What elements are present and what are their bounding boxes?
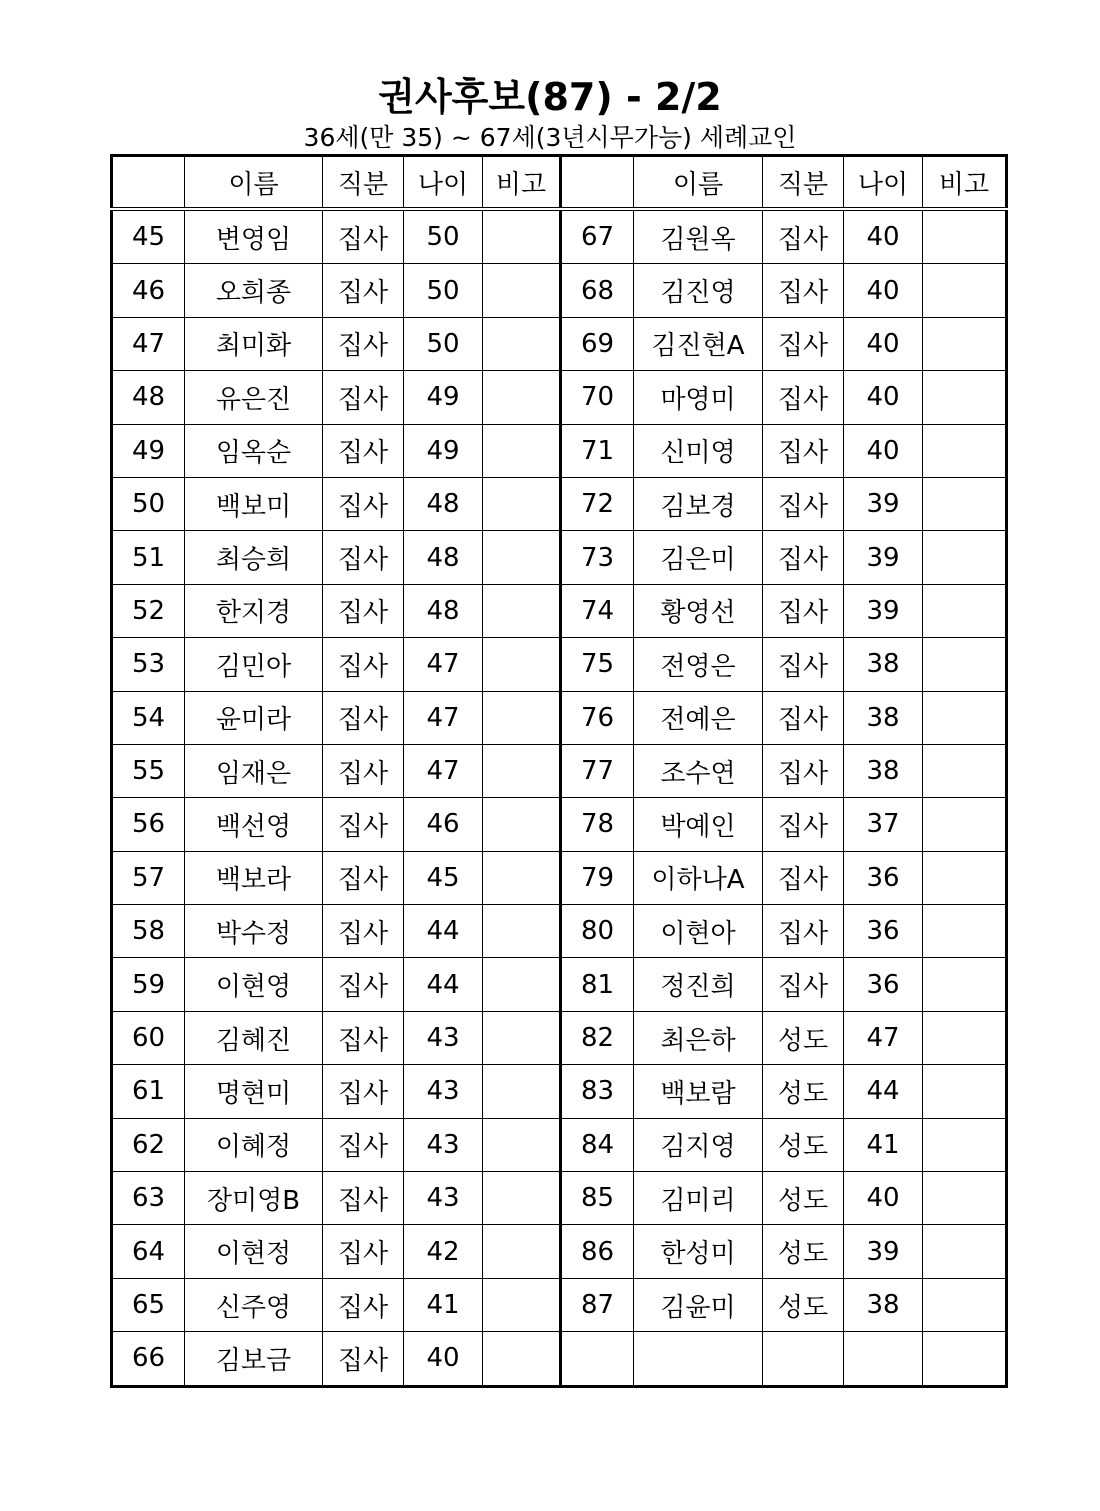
page-subtitle: 36세(만 35) ~ 67세(3년시무가능) 세례교인 (303, 123, 797, 152)
cell-note (923, 1065, 1007, 1118)
cell-no: 60 (112, 1011, 185, 1064)
cell-position: 집사 (323, 905, 404, 958)
cell-position: 성도 (763, 1118, 844, 1171)
cell-no: 56 (112, 798, 185, 851)
cell-no: 83 (561, 1065, 634, 1118)
cell-note (923, 1172, 1007, 1225)
cell-no: 62 (112, 1118, 185, 1171)
cell-note (483, 1332, 561, 1386)
cell-note (483, 1011, 561, 1064)
table-row (112, 1278, 1007, 1331)
cell-note (483, 744, 561, 797)
cell-age: 49 (404, 424, 483, 477)
cell-no: 74 (561, 584, 634, 637)
cell-age: 47 (404, 744, 483, 797)
cell-position: 집사 (323, 209, 404, 264)
cell-position: 집사 (763, 424, 844, 477)
cell-position: 집사 (323, 317, 404, 370)
cell-position: 집사 (323, 744, 404, 797)
header-age: 나이 (404, 156, 483, 210)
cell-no: 71 (561, 424, 634, 477)
table-row (112, 1332, 1007, 1386)
cell-position: 성도 (763, 1065, 844, 1118)
cell-name: 백보라 (185, 851, 323, 904)
cell-note (483, 905, 561, 958)
cell-age: 44 (404, 958, 483, 1011)
cell-age: 39 (844, 584, 923, 637)
cell-note (923, 264, 1007, 317)
cell-name: 정진희 (634, 958, 763, 1011)
table-row (112, 1011, 1007, 1064)
cell-position: 성도 (763, 1225, 844, 1278)
cell-name: 윤미라 (185, 691, 323, 744)
cell-position: 집사 (763, 317, 844, 370)
cell-name: 김미리 (634, 1172, 763, 1225)
cell-note (923, 477, 1007, 530)
header-age: 나이 (844, 156, 923, 210)
cell-no: 52 (112, 584, 185, 637)
cell-note (923, 638, 1007, 691)
cell-age: 47 (404, 638, 483, 691)
cell-note (483, 1172, 561, 1225)
cell-age: 40 (404, 1332, 483, 1386)
table-row (112, 851, 1007, 904)
cell-no: 79 (561, 851, 634, 904)
cell-age: 43 (404, 1118, 483, 1171)
cell-note (923, 584, 1007, 637)
cell-position: 집사 (763, 209, 844, 264)
cell-position: 집사 (763, 798, 844, 851)
cell-age: 39 (844, 531, 923, 584)
cell-note (483, 1225, 561, 1278)
cell-name: 유은진 (185, 371, 323, 424)
cell-position: 집사 (763, 584, 844, 637)
cell-no: 78 (561, 798, 634, 851)
cell-name: 전영은 (634, 638, 763, 691)
cell-name: 이혜정 (185, 1118, 323, 1171)
cell-age: 36 (844, 958, 923, 1011)
cell-no: 76 (561, 691, 634, 744)
cell-position: 집사 (323, 371, 404, 424)
cell-no: 82 (561, 1011, 634, 1064)
cell-no: 58 (112, 905, 185, 958)
cell-note (483, 691, 561, 744)
cell-position: 집사 (763, 531, 844, 584)
cell-no: 77 (561, 744, 634, 797)
cell-position: 집사 (323, 1065, 404, 1118)
table-body (112, 209, 1007, 1386)
cell-age: 39 (844, 1225, 923, 1278)
header-name: 이름 (634, 156, 763, 210)
cell-position: 집사 (323, 1172, 404, 1225)
cell-name: 변영임 (185, 209, 323, 264)
cell-position: 집사 (763, 851, 844, 904)
cell-age: 39 (844, 477, 923, 530)
cell-age: 49 (404, 371, 483, 424)
cell-position: 성도 (763, 1278, 844, 1331)
cell-position: 집사 (763, 371, 844, 424)
cell-age: 44 (844, 1065, 923, 1118)
cell-no: 65 (112, 1278, 185, 1331)
cell-position: 집사 (323, 691, 404, 744)
cell-name: 황영선 (634, 584, 763, 637)
cell-name: 최승희 (185, 531, 323, 584)
cell-age: 41 (404, 1278, 483, 1331)
cell-position: 집사 (323, 798, 404, 851)
table-row (112, 264, 1007, 317)
cell-position: 집사 (323, 1118, 404, 1171)
cell-position: 집사 (323, 1011, 404, 1064)
cell-age: 40 (844, 264, 923, 317)
cell-note (923, 851, 1007, 904)
cell-note (923, 744, 1007, 797)
header-no (112, 156, 185, 210)
cell-note (923, 317, 1007, 370)
cell-note (483, 851, 561, 904)
cell-age: 37 (844, 798, 923, 851)
cell-position (763, 1332, 844, 1386)
cell-age: 38 (844, 691, 923, 744)
cell-note (483, 209, 561, 264)
cell-position: 집사 (323, 264, 404, 317)
cell-position: 집사 (323, 851, 404, 904)
cell-note (483, 958, 561, 1011)
cell-note (923, 691, 1007, 744)
cell-name: 김민아 (185, 638, 323, 691)
cell-name: 마영미 (634, 371, 763, 424)
cell-note (923, 958, 1007, 1011)
cell-name: 이현정 (185, 1225, 323, 1278)
cell-position: 집사 (323, 584, 404, 637)
cell-age: 47 (844, 1011, 923, 1064)
cell-position: 집사 (763, 264, 844, 317)
cell-age: 48 (404, 477, 483, 530)
cell-position: 집사 (323, 1225, 404, 1278)
cell-position: 집사 (763, 905, 844, 958)
cell-name: 김진현A (634, 317, 763, 370)
cell-note (483, 264, 561, 317)
cell-name (634, 1332, 763, 1386)
cell-no: 51 (112, 531, 185, 584)
table-header-row (112, 156, 1007, 210)
cell-no: 45 (112, 209, 185, 264)
cell-note (923, 531, 1007, 584)
cell-name: 신미영 (634, 424, 763, 477)
candidate-table (110, 154, 1008, 1388)
cell-name: 김진영 (634, 264, 763, 317)
cell-note (483, 371, 561, 424)
cell-note (483, 584, 561, 637)
cell-name: 김윤미 (634, 1278, 763, 1331)
cell-age: 46 (404, 798, 483, 851)
cell-age: 38 (844, 638, 923, 691)
cell-name: 장미영B (185, 1172, 323, 1225)
cell-position: 집사 (763, 691, 844, 744)
cell-note (923, 1011, 1007, 1064)
cell-position: 집사 (323, 638, 404, 691)
cell-position: 집사 (323, 531, 404, 584)
cell-position: 성도 (763, 1011, 844, 1064)
cell-age: 38 (844, 1278, 923, 1331)
cell-age: 45 (404, 851, 483, 904)
cell-note (483, 798, 561, 851)
cell-name: 김보금 (185, 1332, 323, 1386)
cell-no: 55 (112, 744, 185, 797)
cell-no: 57 (112, 851, 185, 904)
cell-no: 50 (112, 477, 185, 530)
cell-no: 80 (561, 905, 634, 958)
cell-name: 박예인 (634, 798, 763, 851)
cell-note (923, 371, 1007, 424)
table-row (112, 584, 1007, 637)
cell-note (483, 1278, 561, 1331)
cell-name: 최은하 (634, 1011, 763, 1064)
cell-age: 44 (404, 905, 483, 958)
cell-no: 68 (561, 264, 634, 317)
cell-no: 61 (112, 1065, 185, 1118)
table-row (112, 477, 1007, 530)
cell-no: 72 (561, 477, 634, 530)
cell-no: 70 (561, 371, 634, 424)
cell-no (561, 1332, 634, 1386)
cell-name: 한지경 (185, 584, 323, 637)
cell-note (483, 638, 561, 691)
cell-name: 백보미 (185, 477, 323, 530)
cell-note (923, 798, 1007, 851)
cell-note (483, 424, 561, 477)
cell-name: 이하나A (634, 851, 763, 904)
table-row (112, 638, 1007, 691)
page-title: 권사후보(87) - 2/2 (378, 75, 722, 119)
cell-no: 73 (561, 531, 634, 584)
cell-age: 40 (844, 424, 923, 477)
cell-name: 명현미 (185, 1065, 323, 1118)
header-name: 이름 (185, 156, 323, 210)
cell-note (923, 1332, 1007, 1386)
table-row (112, 691, 1007, 744)
cell-no: 87 (561, 1278, 634, 1331)
cell-note (483, 317, 561, 370)
table-row (112, 744, 1007, 797)
cell-note (923, 209, 1007, 264)
cell-age: 40 (844, 209, 923, 264)
header-position: 직분 (763, 156, 844, 210)
cell-no: 63 (112, 1172, 185, 1225)
cell-name: 최미화 (185, 317, 323, 370)
cell-age: 36 (844, 851, 923, 904)
cell-note (483, 477, 561, 530)
cell-name: 김지영 (634, 1118, 763, 1171)
cell-age: 36 (844, 905, 923, 958)
cell-no: 75 (561, 638, 634, 691)
cell-no: 67 (561, 209, 634, 264)
cell-age: 40 (844, 371, 923, 424)
table-row (112, 958, 1007, 1011)
table-row (112, 209, 1007, 264)
cell-note (483, 1118, 561, 1171)
cell-name: 임옥순 (185, 424, 323, 477)
cell-no: 84 (561, 1118, 634, 1171)
cell-note (923, 424, 1007, 477)
cell-no: 47 (112, 317, 185, 370)
cell-name: 임재은 (185, 744, 323, 797)
cell-no: 53 (112, 638, 185, 691)
cell-position: 집사 (323, 1278, 404, 1331)
header-note: 비고 (483, 156, 561, 210)
cell-age: 47 (404, 691, 483, 744)
cell-position: 집사 (323, 424, 404, 477)
table-row (112, 798, 1007, 851)
cell-age: 50 (404, 264, 483, 317)
cell-position: 집사 (323, 958, 404, 1011)
cell-name: 김혜진 (185, 1011, 323, 1064)
cell-no: 46 (112, 264, 185, 317)
cell-note (483, 1065, 561, 1118)
table-row (112, 1225, 1007, 1278)
cell-age: 40 (844, 1172, 923, 1225)
cell-age: 43 (404, 1172, 483, 1225)
cell-note (483, 531, 561, 584)
header-no (561, 156, 634, 210)
cell-name: 백선영 (185, 798, 323, 851)
table-row (112, 905, 1007, 958)
cell-age: 50 (404, 317, 483, 370)
cell-name: 김보경 (634, 477, 763, 530)
cell-note (923, 1278, 1007, 1331)
cell-no: 69 (561, 317, 634, 370)
cell-position: 집사 (323, 477, 404, 530)
cell-name: 신주영 (185, 1278, 323, 1331)
cell-age: 48 (404, 531, 483, 584)
cell-age: 40 (844, 317, 923, 370)
table-row (112, 531, 1007, 584)
cell-position: 집사 (323, 1332, 404, 1386)
cell-age: 42 (404, 1225, 483, 1278)
table-row (112, 1118, 1007, 1171)
header-position: 직분 (323, 156, 404, 210)
cell-position: 집사 (763, 744, 844, 797)
cell-no: 54 (112, 691, 185, 744)
cell-position: 성도 (763, 1172, 844, 1225)
cell-name: 김은미 (634, 531, 763, 584)
cell-age (844, 1332, 923, 1386)
cell-name: 한성미 (634, 1225, 763, 1278)
table-row (112, 371, 1007, 424)
cell-no: 59 (112, 958, 185, 1011)
cell-position: 집사 (763, 958, 844, 1011)
cell-no: 49 (112, 424, 185, 477)
cell-no: 81 (561, 958, 634, 1011)
cell-name: 김원옥 (634, 209, 763, 264)
cell-note (923, 905, 1007, 958)
cell-age: 50 (404, 209, 483, 264)
cell-name: 전예은 (634, 691, 763, 744)
cell-name: 이현아 (634, 905, 763, 958)
cell-age: 48 (404, 584, 483, 637)
cell-note (923, 1225, 1007, 1278)
cell-age: 38 (844, 744, 923, 797)
cell-position: 집사 (763, 638, 844, 691)
table-row (112, 317, 1007, 370)
table-row (112, 1065, 1007, 1118)
header-note: 비고 (923, 156, 1007, 210)
cell-name: 이현영 (185, 958, 323, 1011)
cell-note (923, 1118, 1007, 1171)
cell-no: 64 (112, 1225, 185, 1278)
table-row (112, 1172, 1007, 1225)
cell-name: 조수연 (634, 744, 763, 797)
table-row (112, 424, 1007, 477)
cell-age: 41 (844, 1118, 923, 1171)
cell-position: 집사 (763, 477, 844, 530)
cell-no: 85 (561, 1172, 634, 1225)
cell-no: 86 (561, 1225, 634, 1278)
cell-name: 오희종 (185, 264, 323, 317)
cell-age: 43 (404, 1011, 483, 1064)
cell-age: 43 (404, 1065, 483, 1118)
cell-name: 백보람 (634, 1065, 763, 1118)
cell-no: 48 (112, 371, 185, 424)
cell-name: 박수정 (185, 905, 323, 958)
cell-no: 66 (112, 1332, 185, 1386)
